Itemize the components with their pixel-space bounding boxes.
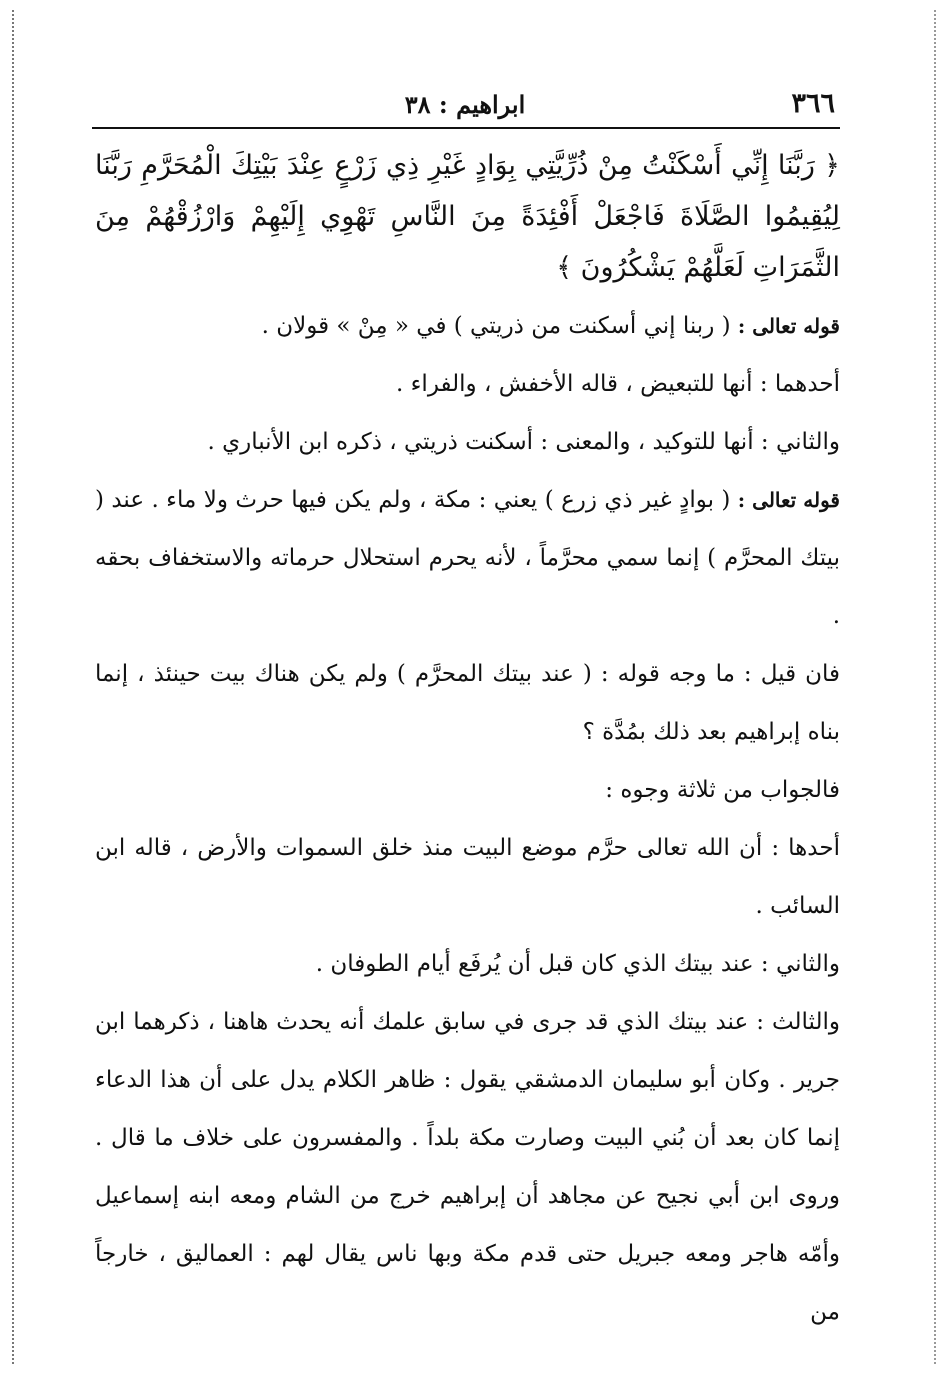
page-header bbox=[95, 88, 835, 124]
paragraph-1-text: ( ربنا إني أسكنت من ذريتي ) في « مِنْ » قولان . bbox=[261, 313, 738, 339]
paragraph-2 bbox=[95, 355, 840, 413]
paragraph-6-text: فالجواب من ثلاثة وجوه : bbox=[605, 777, 840, 803]
page-number: ٣٦٦ bbox=[791, 88, 835, 119]
paragraph-1 bbox=[95, 297, 840, 355]
paragraph-2-text: أحدهما : أنها للتبعيض ، قاله الأخفش ، والفراء . bbox=[396, 371, 840, 397]
paragraph-4-lead: قوله تعالى : bbox=[737, 488, 840, 512]
paragraph-4-text: ( بوادٍ غير ذي زرع ) يعني : مكة ، ولم يكن فيها حرث ولا ماء . عند ( بيتك المحرَّم ) إنما سمي محرَّماً ، لأنه يحرم استحلال حرماته والاستخفاف بحقه . bbox=[95, 487, 840, 629]
paragraph-9 bbox=[95, 993, 840, 1341]
left-page-edge bbox=[12, 10, 14, 1364]
quran-verse: ﴿ رَبَّنَا إِنِّي أَسْكَنْتُ مِنْ ذُرِّيَّتِي بِوَادٍ غَيْرِ ذِي زَرْعٍ عِنْدَ بَيْتِكَ الْمُحَرَّمِ رَبَّنَا لِيُقِيمُوا الصَّلَاةَ فَاجْعَلْ أَفْئِدَةً مِنَ النَّاسِ تَهْوِي إِلَيْهِمْ وَارْزُقْهُمْ مِنَ الثَّمَرَاتِ لَعَلَّهُمْ يَشْكُرُونَ ﴾ bbox=[95, 150, 840, 283]
running-title: ابراهيم : ٣٨ bbox=[404, 90, 526, 119]
header-rule bbox=[92, 127, 840, 129]
paragraph-3 bbox=[95, 413, 840, 471]
paragraph-5 bbox=[95, 645, 840, 761]
paragraph-8 bbox=[95, 935, 840, 993]
paragraph-4 bbox=[95, 471, 840, 645]
right-page-edge bbox=[934, 10, 936, 1364]
paragraph-9-text: والثالث : عند بيتك الذي قد جرى في سابق علمك أنه يحدث هاهنا ، ذكرهما ابن جرير . وكان أبو سليمان الدمشقي يقول : ظاهر الكلام يدل على أن هذا الدعاء إنما كان بعد أن بُني البيت وصارت مكة بلداً . والمفسرون على خلاف ما قال . وروى ابن أبي نجيح عن مجاهد أن إبراهيم خرج من الشام ومعه ابنه إسماعيل وأمّه هاجر ومعه جبريل حتى قدم مكة وبها ناس يقال لهم : العماليق ، خارجاً من bbox=[95, 1009, 840, 1325]
paragraph-5-text: فان قيل : ما وجه قوله : ( عند بيتك المحرَّم ) ولم يكن هناك بيت حينئذ ، إنما بناه إبراهيم بعد ذلك بمُدَّة ؟ bbox=[95, 661, 840, 745]
paragraph-6 bbox=[95, 761, 840, 819]
paragraph-3-text: والثاني : أنها للتوكيد ، والمعنى : أسكنت ذريتي ، ذكره ابن الأنباري . bbox=[207, 429, 840, 455]
paragraph-8-text: والثاني : عند بيتك الذي كان قبل أن يُرفَع أيام الطوفان . bbox=[315, 951, 840, 977]
paragraph-1-lead: قوله تعالى : bbox=[737, 314, 840, 338]
page-content bbox=[95, 140, 840, 1341]
paragraph-7-text: أحدها : أن الله تعالى حرَّم موضع البيت منذ خلق السموات والأرض ، قاله ابن السائب . bbox=[95, 835, 840, 919]
paragraph-7 bbox=[95, 819, 840, 935]
